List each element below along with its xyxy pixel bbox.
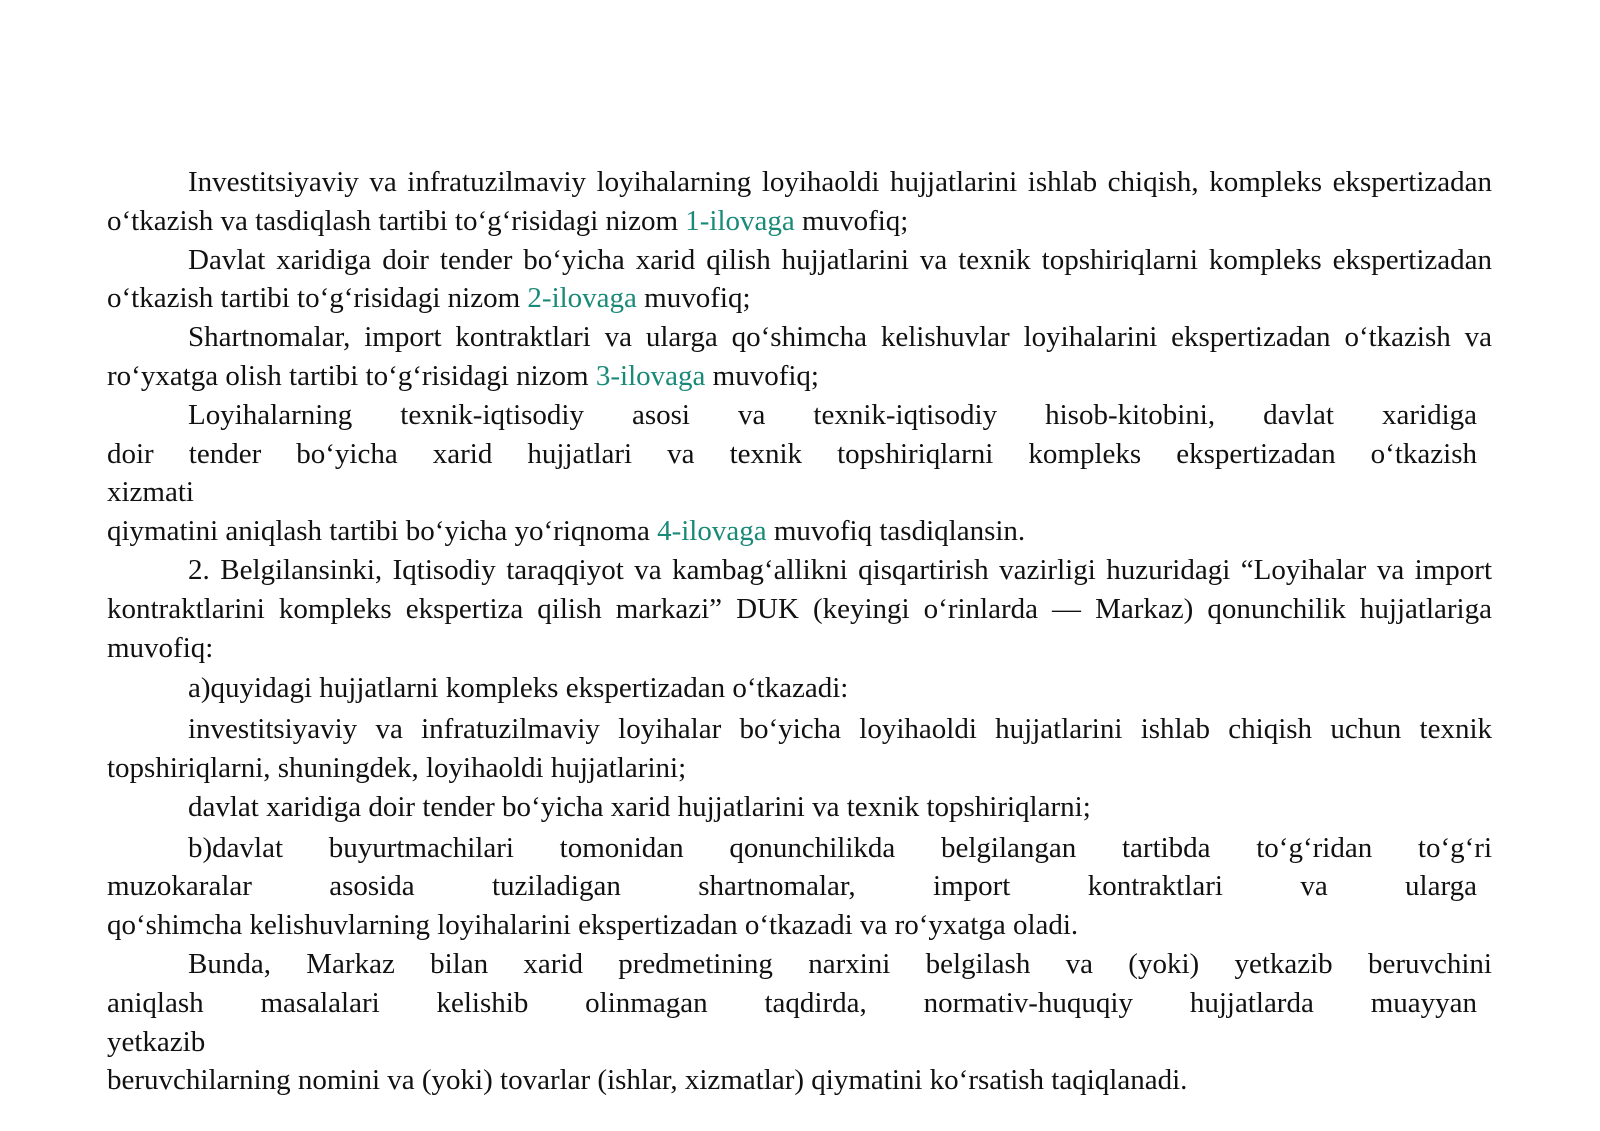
paragraph-text: muvofiq;: [705, 359, 819, 392]
annex-4-link[interactable]: 4-ilovaga: [657, 515, 767, 548]
paragraph-line: yetkazib: [107, 1025, 206, 1058]
paragraph-text: Investitsiyaviy va infratuzilmaviy loyihalarning loyihaoldi hujjatlarini ishlab chiqish, kompleks ekspertizadan o‘tkazish va tasdiqlash tartibi to‘g‘risidagi nizom: [107, 166, 1492, 237]
paragraph-text: muvofiq tasdiqlansin.: [766, 515, 1026, 548]
paragraph-item-2: 2. Belgilansinki, Iqtisodiy taraqqiyot va kambag‘allikni qisqartirish vazirligi huzuridagi “Loyihalar va import kontraktlarini kompleks ekspertiza qilish markazi” DUK (keyingi o‘rinlarda — Markaz) qonunchilik hujjatlariga muvofiq:: [107, 553, 1492, 664]
annex-1-link[interactable]: 1-ilovaga: [685, 204, 795, 237]
paragraph-line: doir tender bo‘yicha xarid hujjatlari va texnik topshiriqlarni kompleks ekspertizadan o‘tkazish: [107, 437, 1477, 470]
paragraph-text: muvofiq;: [794, 204, 909, 237]
paragraph-item-b: [107, 829, 1492, 945]
paragraph-text: Shartnomalar, import kontraktlari va ularga qo‘shimcha kelishuvlar loyihalarini ekspertizadan o‘tkazish va ro‘yxatga olish tartibi to‘g‘risidagi nizom: [107, 321, 1492, 392]
paragraph-item-a: a)quyidagi hujjatlarni kompleks ekspertizadan o‘tkazadi:: [188, 672, 849, 705]
paragraph-line: beruvchilarning nomini va (yoki) tovarlar (ishlar, xizmatlar) qiymatini ko‘rsatish taqiqlanadi.: [107, 1064, 1188, 1097]
paragraph-line: Loyihalarning texnik-iqtisodiy asosi va texnik-iqtisodiy hisob-kitobini, davlat xaridiga: [188, 398, 1477, 431]
paragraph-prohibition: [107, 945, 1492, 1100]
paragraph-item-a-2: davlat xaridiga doir tender bo‘yicha xarid hujjatlarini va texnik topshiriqlarni;: [188, 790, 1091, 823]
paragraph-annex-4: [107, 396, 1492, 551]
paragraph-line: aniqlash masalalari kelishib olinmagan taqdirda, normativ-huquqiy hujjatlarda muayyan: [107, 986, 1477, 1019]
paragraph-line: xizmati: [107, 476, 194, 509]
paragraph-line: muzokaralar asosida tuziladigan shartnomalar, import kontraktlari va ularga: [107, 870, 1477, 903]
paragraph-line: qo‘shimcha kelishuvlarning loyihalarini ekspertizadan o‘tkazadi va ro‘yxatga oladi.: [107, 909, 1079, 942]
paragraph-item-a-1: investitsiyaviy va infratuzilmaviy loyihalar bo‘yicha loyihaoldi hujjatlarini ishlab chiqish uchun texnik topshiriqlarni, shuningdek, loyihaoldi hujjatlarini;: [107, 713, 1492, 784]
paragraph-annex-2: [107, 241, 1492, 319]
paragraph-text: qiymatini aniqlash tartibi bo‘yicha yo‘riqnoma: [107, 515, 658, 548]
paragraph-text: muvofiq;: [636, 282, 751, 315]
annex-2-link[interactable]: 2-ilovaga: [527, 282, 637, 315]
paragraph-annex-1: [107, 163, 1492, 241]
document-body: [107, 163, 1492, 1100]
paragraph-line: [107, 512, 1492, 551]
paragraph-annex-3: [107, 318, 1492, 396]
paragraph-text: Davlat xaridiga doir tender bo‘yicha xarid qilish hujjatlarini va texnik topshiriqlarni kompleks ekspertizadan o‘tkazish tartibi to‘g‘risidagi nizom: [107, 243, 1492, 315]
paragraph-line: Bunda, Markaz bilan xarid predmetining narxini belgilash va (yoki) yetkazib beruvchini: [188, 947, 1492, 980]
annex-3-link[interactable]: 3-ilovaga: [595, 359, 706, 392]
paragraph-line: b)davlat buyurtmachilari tomonidan qonunchilikda belgilangan tartibda to‘g‘ridan to‘g‘ri: [188, 831, 1492, 864]
